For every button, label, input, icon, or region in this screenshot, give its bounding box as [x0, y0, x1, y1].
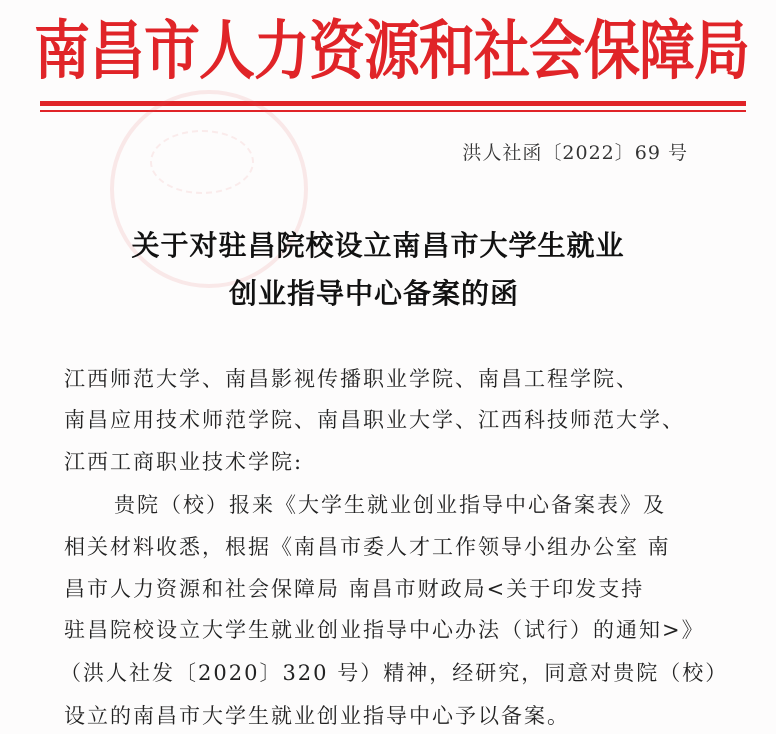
body-line-2: 相关材料收悉，根据《南昌市委人才工作领导小组办公室 南 [64, 535, 671, 559]
agency-letterhead-title: 南昌市人力资源和社会保障局 [34, 14, 749, 90]
document-number: 洪人社函〔2022〕69 号 [462, 142, 688, 164]
body-line-4: 驻昌院校设立大学生就业创业指导中心办法（试行）的通知>》 [64, 618, 705, 642]
body-line-1: 贵院（校）报来《大学生就业创业指导中心备案表》及 [114, 493, 666, 517]
body-line-6: 设立的南昌市大学生就业创业指导中心予以备案。 [64, 704, 570, 728]
official-seal-inner-faint [150, 130, 254, 194]
recipients-line-2: 南昌应用技术师范学院、南昌职业大学、江西科技师范大学、 [64, 408, 685, 432]
body-line-5: （洪人社发〔2020〕320 号）精神，经研究，同意对贵院（校） [60, 661, 729, 685]
recipients-line-3: 江西工商职业技术学院: [64, 450, 304, 474]
letterhead-rule-thin [40, 110, 746, 112]
letterhead-rule-thick [40, 101, 746, 106]
body-line-3: 昌市人力资源和社会保障局 南昌市财政局<关于印发支持 [64, 577, 645, 601]
recipients-line-1: 江西师范大学、南昌影视传播职业学院、南昌工程学院、 [64, 367, 639, 391]
document-title-line-2: 创业指导中心备案的函 [228, 277, 519, 310]
document-title-line-1: 关于对驻昌院校设立南昌市大学生就业 [131, 229, 625, 262]
